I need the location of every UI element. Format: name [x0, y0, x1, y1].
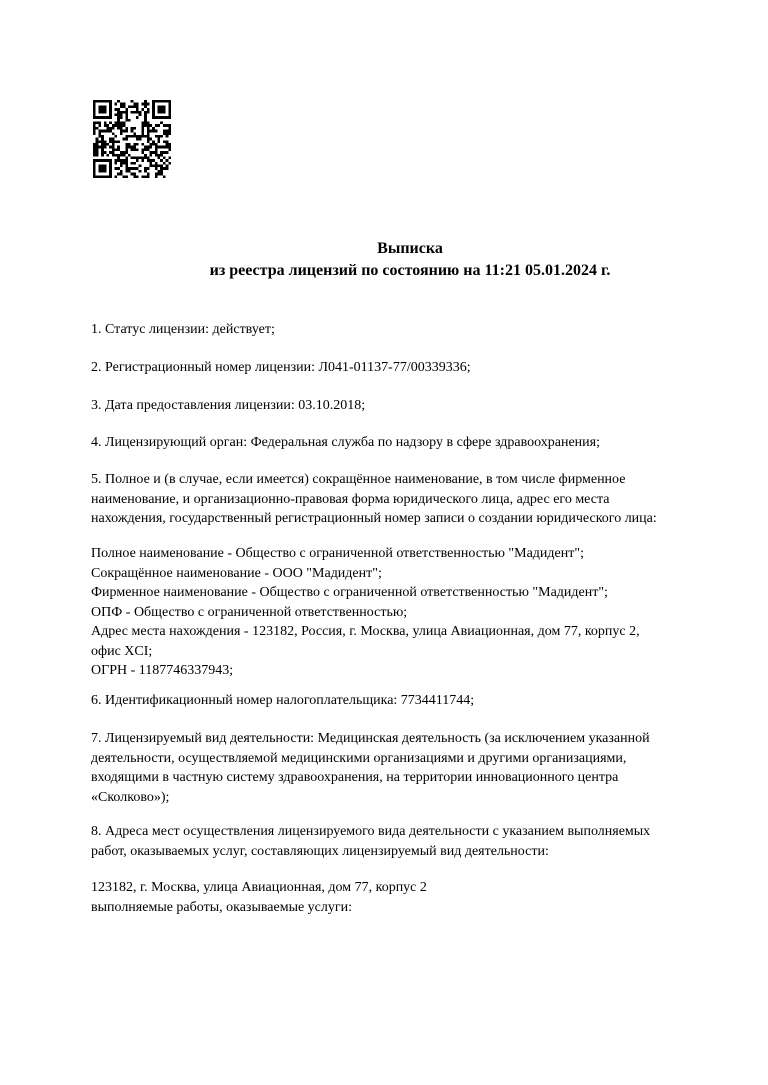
legal-form: ОПФ - Общество с ограниченной ответственностью;	[91, 604, 408, 620]
license-number: 2. Регистрационный номер лицензии: Л041-01137-77/00339336;	[91, 360, 471, 375]
brand-name: Фирменное наименование - Общество с ограниченной ответственностью "Мадидент";	[91, 585, 608, 600]
document-title: Выписка	[377, 240, 443, 257]
tax-id: 6. Идентификационный номер налогоплательщика: 7734411744;	[91, 693, 475, 708]
organization-details	[91, 544, 711, 681]
address: Адрес места нахождения - 123182, Россия, г. Москва, улица Авиационная, дом 77, корпус 2,	[91, 624, 640, 639]
document-subtitle: из реестра лицензий по состоянию на 11:21 05.01.2024 г.	[209, 262, 611, 279]
activity-type: 7. Лицензируемый вид деятельности: Медицинская деятельность (за исключением указанной деятельности, осуществляемой медицинскими организациями и другими организациями, входящими в частную систему здравоохранения, на территории инновационного центра «Сколково»);	[91, 731, 650, 805]
ogrn: ОГРН - 1187746337943;	[91, 663, 234, 678]
address-cont: офис XCI;	[91, 643, 153, 659]
item5-paragraph: 5. Полное и (в случае, если имеется) сокращённое наименование, в том числе фирменное наименование, и организационно-правовая форма юридического лица, адрес его места нахождения, государственный регистрационный номер записи о создании юридического лица:	[91, 472, 657, 526]
licensing-authority: 4. Лицензирующий орган: Федеральная служба по надзору в сфере здравоохранения;	[91, 435, 600, 450]
full-name: Полное наименование - Общество с ограниченной ответственностью "Мадидент";	[91, 546, 584, 561]
short-name: Сокращённое наименование - ООО "Мадидент";	[91, 565, 382, 581]
activity-addresses: 8. Адреса мест осуществления лицензируемого вида деятельности с указанием выполняемых работ, оказываемых услуг, составляющих лицензируемый вид деятельности:	[91, 824, 651, 859]
activity-address-block: 123182, г. Москва, улица Авиационная, дом 77, корпус 2 выполняемые работы, оказываемые услуги:	[91, 880, 427, 915]
license-status: 1. Статус лицензии: действует;	[91, 322, 275, 337]
license-date: 3. Дата предоставления лицензии: 03.10.2018;	[91, 398, 366, 413]
qr-code	[93, 100, 171, 178]
